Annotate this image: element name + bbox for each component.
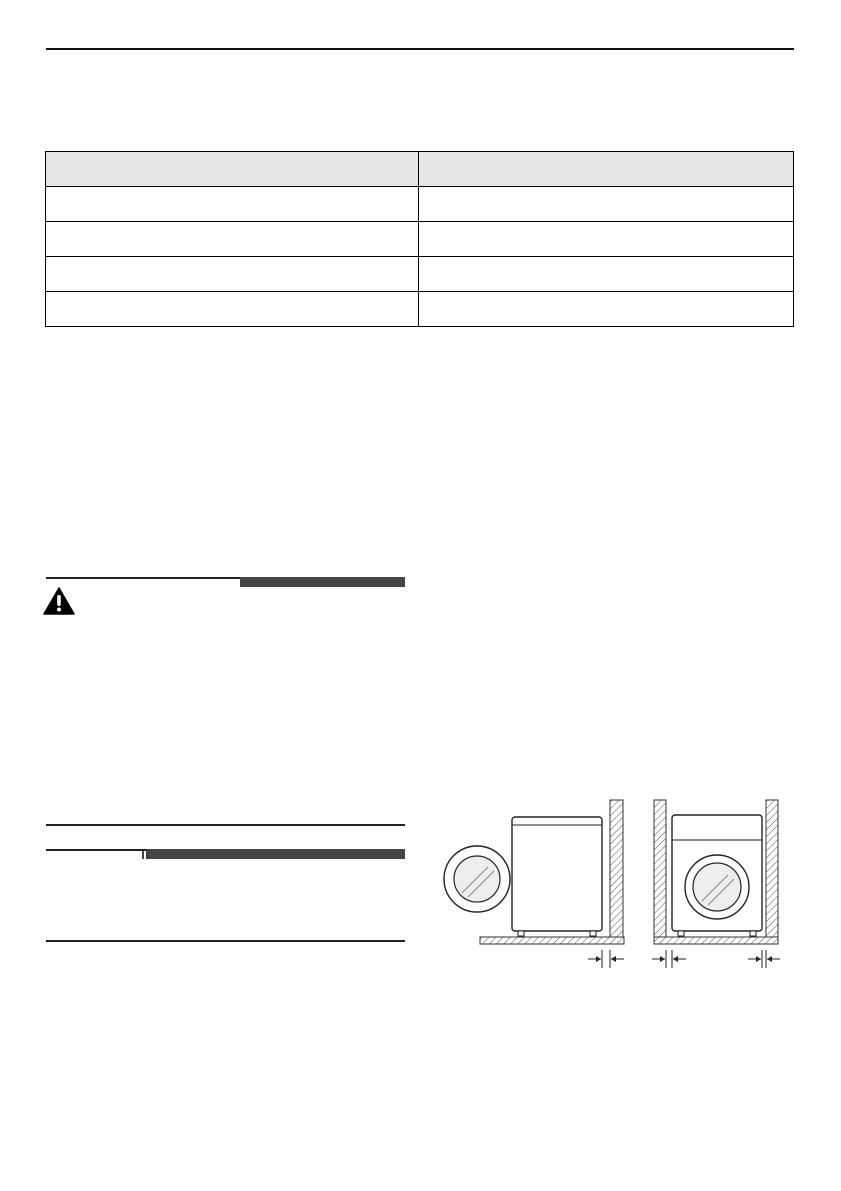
table-header-cell <box>419 152 794 187</box>
table-cell <box>419 257 794 292</box>
note-band <box>146 849 405 859</box>
table-row <box>46 292 794 327</box>
section-divider <box>46 824 405 826</box>
header-rule <box>46 48 794 50</box>
table-row <box>46 257 794 292</box>
note-end-rule <box>46 940 405 942</box>
washer-side-view <box>444 800 624 968</box>
table-cell <box>46 292 419 327</box>
spec-table <box>45 151 794 327</box>
table-row <box>46 187 794 222</box>
note-tick <box>142 851 144 859</box>
clearance-diagram <box>440 795 790 970</box>
table-cell <box>419 222 794 257</box>
warning-triangle-icon <box>43 587 75 615</box>
caution-header <box>46 577 405 587</box>
caution-band <box>240 577 405 587</box>
washer-front-view <box>652 800 780 968</box>
table-cell <box>46 257 419 292</box>
table-header-row <box>46 152 794 187</box>
table-cell <box>46 222 419 257</box>
table-cell <box>419 292 794 327</box>
table-cell <box>46 187 419 222</box>
table-header-cell <box>46 152 419 187</box>
table-cell <box>419 187 794 222</box>
table-row <box>46 222 794 257</box>
